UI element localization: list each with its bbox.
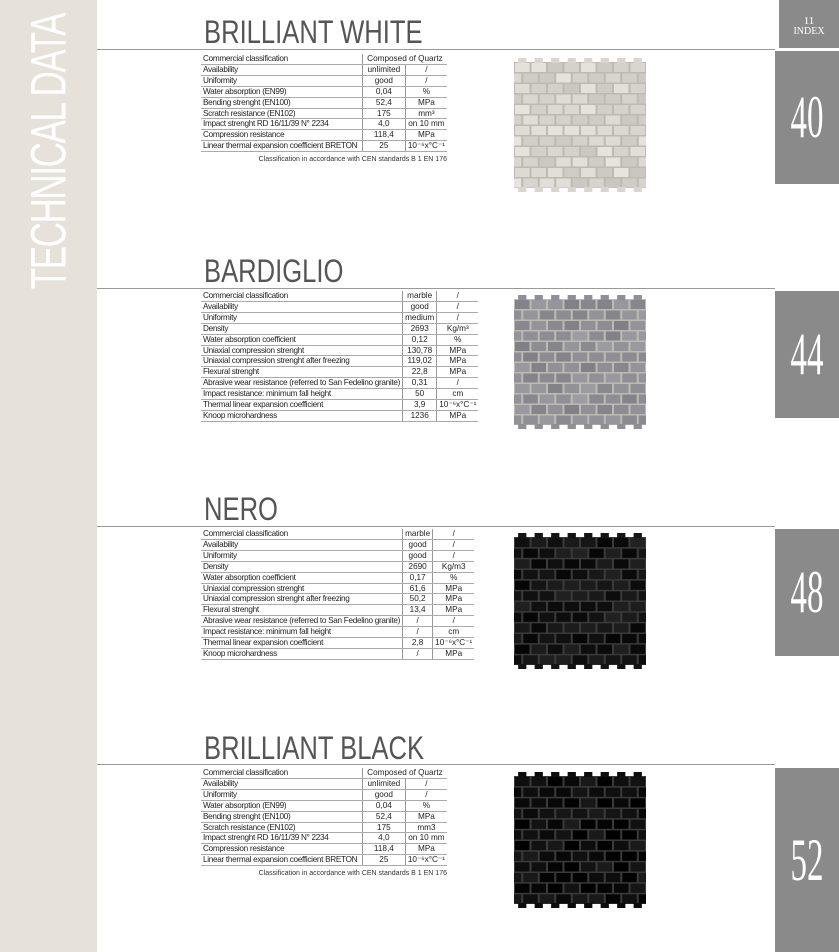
section-divider [97,764,775,765]
spec-unit: cm [433,627,475,638]
section-divider [97,288,775,289]
spec-value: marble [403,529,433,539]
spec-value: 50 [403,389,437,400]
mosaic-tile-image [514,58,646,192]
spec-value: good [403,550,433,561]
spec-unit: on 10 mm [405,833,447,844]
spec-unit: Kg/m³ [437,323,479,334]
spec-value: / [403,627,433,638]
index-label: INDEX [793,26,825,37]
spec-unit: 10⁻⁶x°C⁻¹ [405,855,447,866]
spec-unit: % [405,86,447,97]
spec-unit: MPa [433,594,475,605]
table-row [201,378,478,389]
page-tab[interactable] [775,51,839,184]
spec-label: Compression resistance [201,844,362,855]
spec-unit: / [437,378,479,389]
spec-table [201,54,447,152]
spec-label: Availability [201,539,403,550]
spec-unit: MPa [433,648,475,659]
spec-label: Water absorption coefficient [201,334,403,345]
spec-value: 0,04 [362,86,405,97]
spec-label: Density [201,561,403,572]
spec-value: 0,17 [403,572,433,583]
table-row [201,367,478,378]
page-tab[interactable] [775,291,839,418]
spec-value: 4,0 [362,833,405,844]
spec-label: Thermal linear expansion coefficient [201,400,403,411]
spec-label: Linear thermal expansion coefficient BRETON [201,855,362,866]
spec-value: 175 [362,822,405,833]
spec-value: marble [403,291,437,301]
spec-value: 119,02 [403,356,437,367]
spec-unit: mm3 [405,822,447,833]
spec-value: 22,8 [403,367,437,378]
spec-label: Commercial classification [201,529,403,539]
table-row [201,594,474,605]
section-title: BRILLIANT WHITE [204,14,423,50]
spec-label: Water absorption (EN99) [201,800,362,811]
spec-unit: MPa [437,410,479,421]
spec-unit: MPa [433,583,475,594]
spec-unit: % [437,334,479,345]
spec-label: Commercial classification [201,291,403,301]
classification-note: Classification in accordance with CEN standards B 1 EN 176 [258,870,447,878]
spec-value: 0,12 [403,334,437,345]
section-title: NERO [204,491,278,527]
section-divider [97,49,775,50]
table-row [201,833,447,844]
sidebar-title: TECHNICAL DATA [20,13,77,290]
spec-unit: / [433,529,475,539]
table-row [201,119,447,130]
spec-label: Impact strenght RD 16/11/39 N° 2234 [201,119,362,130]
spec-value: 3,9 [403,400,437,411]
spec-value: 25 [362,141,405,152]
spec-value: 0,31 [403,378,437,389]
spec-value: Composed of Quartz [362,54,447,64]
spec-unit: / [437,312,479,323]
spec-value: / [403,648,433,659]
spec-label: Flexural strenght [201,605,403,616]
spec-value: 52,4 [362,97,405,108]
table-row [201,550,474,561]
spec-label: Abrasive wear resistance (referred to San Fedelino granite) [201,616,403,627]
spec-unit: 10⁻⁶x°C⁻¹ [433,638,475,649]
spec-unit: % [405,800,447,811]
table-row [201,334,478,345]
table-row [201,638,474,649]
page-tab-number: 52 [790,827,824,893]
table-row [201,130,447,141]
spec-value: 50,2 [403,594,433,605]
spec-unit: MPa [405,130,447,141]
spec-value: 0,04 [362,800,405,811]
page-tab-number: 40 [790,84,824,150]
spec-value: 1236 [403,410,437,421]
spec-unit: Kg/m3 [433,561,475,572]
spec-value: 13,4 [403,605,433,616]
spec-label: Scratch resistance (EN102) [201,822,362,833]
spec-label: Uniformity [201,550,403,561]
spec-label: Water absorption (EN99) [201,86,362,97]
spec-table [201,768,447,866]
table-row [201,345,478,356]
table-row [201,356,478,367]
spec-label: Uniaxial compression strenght after freezing [201,594,403,605]
table-row [201,822,447,833]
spec-value: Composed of Quartz [362,768,447,778]
spec-unit: on 10 mm [405,119,447,130]
spec-label: Bending strenght (EN100) [201,97,362,108]
table-row [201,561,474,572]
table-row [201,768,447,778]
table-row [201,572,474,583]
table-row [201,301,478,312]
spec-unit: MPa [433,605,475,616]
spec-label: Uniformity [201,312,403,323]
spec-label: Abrasive wear resistance (referred to San Fedelino granite) [201,378,403,389]
table-row [201,811,447,822]
table-row [201,789,447,800]
spec-label: Impact resistance: minimum fall height [201,389,403,400]
spec-value: medium [403,312,437,323]
table-row [201,141,447,152]
page-tab-number: 44 [790,321,824,387]
table-row [201,54,447,64]
table-row [201,323,478,334]
spec-label: Uniformity [201,75,362,86]
sidebar [0,0,97,952]
spec-label: Availability [201,64,362,75]
spec-label: Impact resistance: minimum fall height [201,627,403,638]
spec-unit: 10⁻⁶x°C⁻¹ [437,400,479,411]
spec-value: 2693 [403,323,437,334]
spec-label: Uniaxial compression strenght [201,583,403,594]
spec-value: good [403,539,433,550]
table-row [201,800,447,811]
table-row [201,529,474,539]
table-row [201,616,474,627]
spec-label: Knoop microhardness [201,648,403,659]
spec-label: Scratch resistance (EN102) [201,108,362,119]
spec-label: Uniformity [201,789,362,800]
table-row [201,108,447,119]
spec-label: Thermal linear expansion coefficient [201,638,403,649]
spec-value: 52,4 [362,811,405,822]
table-row [201,86,447,97]
spec-unit: MPa [405,811,447,822]
spec-value: 4,0 [362,119,405,130]
spec-unit: cm [437,389,479,400]
table-row [201,400,478,411]
section-title: BRILLIANT BLACK [204,730,425,766]
table-row [201,64,447,75]
table-row [201,648,474,659]
spec-label: Commercial classification [201,768,362,778]
table-row [201,389,478,400]
spec-label: Impact strenght RD 16/11/39 N° 2234 [201,833,362,844]
page-number: 11 [803,15,815,27]
spec-unit: / [405,75,447,86]
spec-label: Availability [201,301,403,312]
table-row [201,583,474,594]
table-row [201,778,447,789]
spec-unit: / [405,789,447,800]
spec-unit: / [433,550,475,561]
table-row [201,75,447,86]
spec-unit: % [433,572,475,583]
spec-value: 118,4 [362,130,405,141]
spec-label: Bending strenght (EN100) [201,811,362,822]
spec-label: Uniaxial compression strenght after freezing [201,356,403,367]
mosaic-tile-image [514,772,646,908]
spec-value: 118,4 [362,844,405,855]
spec-unit: MPa [405,844,447,855]
spec-unit: mm³ [405,108,447,119]
spec-value: 2690 [403,561,433,572]
spec-unit: / [405,778,447,789]
spec-unit: / [433,539,475,550]
spec-unit: / [437,291,479,301]
spec-unit: MPa [437,345,479,356]
spec-value: 2,8 [403,638,433,649]
spec-label: Flexural strenght [201,367,403,378]
table-row [201,97,447,108]
table-row [201,605,474,616]
spec-unit: / [433,616,475,627]
spec-value: / [403,616,433,627]
spec-unit: MPa [437,367,479,378]
spec-unit: 10⁻⁶x°C⁻¹ [405,141,447,152]
spec-value: 175 [362,108,405,119]
table-row [201,410,478,421]
page-tab[interactable] [775,529,839,656]
spec-value: good [403,301,437,312]
spec-value: 25 [362,855,405,866]
spec-value: unlimited [362,778,405,789]
spec-label: Density [201,323,403,334]
table-row [201,627,474,638]
spec-value: 130,78 [403,345,437,356]
spec-label: Availability [201,778,362,789]
spec-table [201,291,478,422]
classification-note: Classification in accordance with CEN standards B 1 EN 176 [258,156,447,164]
page-tab[interactable] [775,768,839,952]
section-divider [97,526,775,527]
spec-unit: / [437,301,479,312]
spec-label: Water absorption coefficient [201,572,403,583]
mosaic-tile-image [514,295,646,429]
spec-value: unlimited [362,64,405,75]
spec-table [201,529,474,660]
spec-label: Linear thermal expansion coefficient BRETON [201,141,362,152]
page-tab-number: 48 [790,559,824,625]
table-row [201,539,474,550]
table-row [201,312,478,323]
page-index-button[interactable] [779,0,839,48]
spec-value: 61,6 [403,583,433,594]
spec-unit: MPa [405,97,447,108]
table-row [201,844,447,855]
spec-label: Compression resistance [201,130,362,141]
section-title: BARDIGLIO [204,253,344,289]
spec-value: good [362,75,405,86]
table-row [201,855,447,866]
spec-unit: MPa [437,356,479,367]
mosaic-tile-image [514,533,646,669]
spec-label: Knoop microhardness [201,410,403,421]
spec-unit: / [405,64,447,75]
spec-value: good [362,789,405,800]
spec-label: Uniaxial compression strenght [201,345,403,356]
table-row [201,291,478,301]
spec-label: Commercial classification [201,54,362,64]
